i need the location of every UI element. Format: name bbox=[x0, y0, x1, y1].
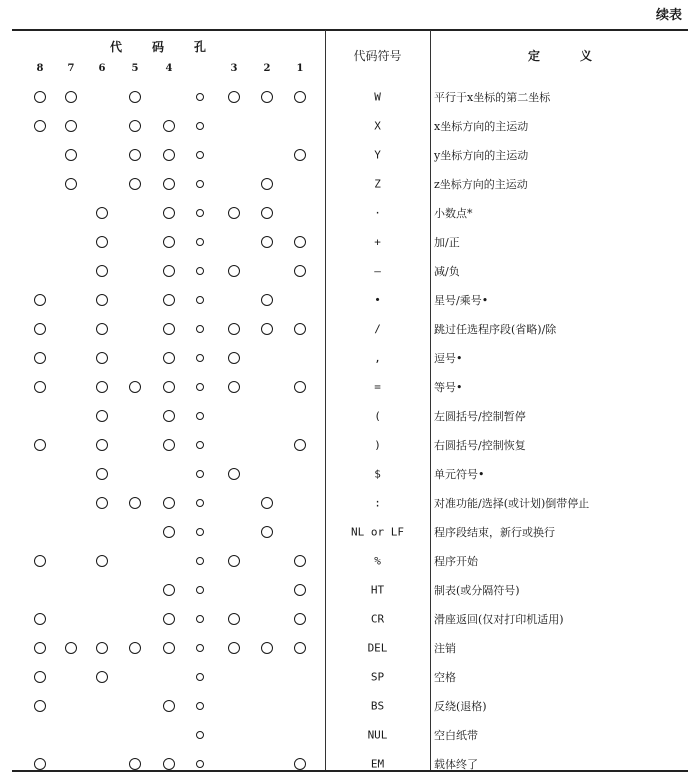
punched-hole bbox=[96, 294, 108, 306]
punched-hole bbox=[294, 584, 306, 596]
table-row bbox=[12, 169, 688, 198]
punched-hole bbox=[129, 149, 141, 161]
punched-hole bbox=[65, 178, 77, 190]
punched-hole bbox=[96, 352, 108, 364]
table-row bbox=[12, 198, 688, 227]
punched-hole bbox=[163, 236, 175, 248]
punched-hole bbox=[34, 555, 46, 567]
table-row bbox=[12, 430, 688, 459]
punched-hole bbox=[34, 120, 46, 132]
punched-hole bbox=[294, 236, 306, 248]
table-row bbox=[12, 227, 688, 256]
punched-hole bbox=[34, 642, 46, 654]
continued-label: 续表 bbox=[655, 8, 682, 23]
punched-hole bbox=[261, 526, 273, 538]
column-number: 1 bbox=[296, 63, 304, 74]
column-number: 4 bbox=[165, 63, 173, 74]
feed-hole bbox=[196, 557, 204, 565]
feed-hole bbox=[196, 644, 204, 652]
feed-hole bbox=[196, 673, 204, 681]
punched-hole bbox=[228, 613, 240, 625]
punched-hole bbox=[163, 613, 175, 625]
punched-hole bbox=[34, 381, 46, 393]
punched-hole bbox=[96, 555, 108, 567]
punched-hole bbox=[261, 642, 273, 654]
code-symbol: , bbox=[374, 351, 381, 364]
feed-hole bbox=[196, 760, 204, 768]
punched-hole bbox=[34, 671, 46, 683]
punched-hole bbox=[96, 671, 108, 683]
feed-hole bbox=[196, 122, 204, 130]
punched-hole bbox=[34, 323, 46, 335]
punched-hole bbox=[163, 642, 175, 654]
definition: 载体终了 bbox=[434, 757, 478, 771]
definition: 加/正 bbox=[434, 235, 460, 249]
punched-hole bbox=[294, 439, 306, 451]
feed-hole bbox=[196, 731, 204, 739]
punched-hole bbox=[261, 323, 273, 335]
punched-hole bbox=[96, 207, 108, 219]
feed-hole bbox=[196, 412, 204, 420]
code-symbol: NUL bbox=[367, 728, 388, 741]
table-row bbox=[12, 633, 688, 662]
header-code-symbol: 代码符号 bbox=[353, 49, 402, 63]
punched-hole bbox=[65, 91, 77, 103]
feed-hole bbox=[196, 151, 204, 159]
table-row bbox=[12, 575, 688, 604]
table-row bbox=[12, 285, 688, 314]
punched-hole bbox=[228, 323, 240, 335]
punched-hole bbox=[294, 642, 306, 654]
definition: 程序段结束，新行或换行 bbox=[434, 525, 555, 539]
punched-hole bbox=[96, 323, 108, 335]
punched-hole bbox=[163, 584, 175, 596]
punched-hole bbox=[129, 178, 141, 190]
punched-hole bbox=[163, 381, 175, 393]
table-row bbox=[12, 459, 688, 488]
punched-hole bbox=[96, 497, 108, 509]
punched-hole bbox=[129, 642, 141, 654]
code-symbol: = bbox=[374, 380, 381, 393]
punched-hole bbox=[34, 294, 46, 306]
definition: y坐标方向的主运动 bbox=[434, 148, 529, 162]
punched-hole bbox=[294, 265, 306, 277]
punched-hole bbox=[163, 352, 175, 364]
column-number: 5 bbox=[131, 63, 139, 74]
punched-hole bbox=[228, 207, 240, 219]
table-row bbox=[12, 82, 688, 111]
punched-hole bbox=[65, 642, 77, 654]
feed-hole bbox=[196, 615, 204, 623]
punched-hole bbox=[129, 758, 141, 770]
feed-hole bbox=[196, 180, 204, 188]
punched-hole bbox=[34, 439, 46, 451]
punched-hole bbox=[294, 149, 306, 161]
table-row bbox=[12, 517, 688, 546]
punched-hole bbox=[34, 758, 46, 770]
code-symbol: EM bbox=[370, 757, 385, 770]
definition: 逗号• bbox=[434, 351, 463, 365]
punched-hole bbox=[129, 381, 141, 393]
definition: 等号• bbox=[434, 380, 463, 394]
punched-hole bbox=[163, 207, 175, 219]
definition: 程序开始 bbox=[434, 554, 478, 568]
feed-hole bbox=[196, 325, 204, 333]
punched-hole bbox=[163, 265, 175, 277]
punched-hole bbox=[96, 236, 108, 248]
punched-hole bbox=[129, 120, 141, 132]
punched-hole bbox=[34, 613, 46, 625]
punched-hole bbox=[261, 91, 273, 103]
code-symbol: CR bbox=[370, 612, 385, 625]
table-row bbox=[12, 314, 688, 343]
punched-hole bbox=[261, 178, 273, 190]
definition: 滑座返回(仅对打印机适用) bbox=[434, 612, 564, 626]
feed-hole bbox=[196, 470, 204, 478]
punched-hole bbox=[96, 265, 108, 277]
definition: 空格 bbox=[434, 670, 456, 684]
punched-hole bbox=[163, 410, 175, 422]
code-symbol: ) bbox=[374, 438, 381, 451]
punched-hole bbox=[294, 323, 306, 335]
column-number: 3 bbox=[230, 63, 238, 74]
code-symbol: HT bbox=[370, 583, 385, 596]
punched-hole bbox=[228, 91, 240, 103]
punched-hole bbox=[228, 352, 240, 364]
punched-hole bbox=[34, 352, 46, 364]
punched-hole bbox=[261, 236, 273, 248]
definition: x坐标方向的主运动 bbox=[434, 119, 529, 133]
feed-hole bbox=[196, 441, 204, 449]
punched-hole bbox=[96, 381, 108, 393]
punched-hole bbox=[294, 381, 306, 393]
punched-hole bbox=[163, 758, 175, 770]
definition: 星号/乘号• bbox=[434, 293, 489, 307]
code-symbol: Z bbox=[374, 177, 381, 190]
punched-hole bbox=[228, 265, 240, 277]
punched-hole bbox=[294, 91, 306, 103]
punched-hole bbox=[163, 323, 175, 335]
punched-hole bbox=[34, 91, 46, 103]
code-symbol: — bbox=[374, 264, 381, 277]
feed-hole bbox=[196, 93, 204, 101]
punched-hole bbox=[294, 613, 306, 625]
definition: 跳过任选程序段(省略)/除 bbox=[434, 322, 557, 336]
definition: 左圆括号/控制暂停 bbox=[434, 409, 526, 423]
table-row bbox=[12, 604, 688, 633]
feed-hole bbox=[196, 383, 204, 391]
code-symbol: BS bbox=[370, 699, 385, 712]
punched-hole bbox=[65, 120, 77, 132]
code-symbol: NL or LF bbox=[351, 525, 404, 538]
punched-hole bbox=[96, 642, 108, 654]
definition: 平行于x坐标的第二坐标 bbox=[434, 90, 551, 104]
punched-hole bbox=[163, 149, 175, 161]
code-symbol: DEL bbox=[367, 641, 388, 654]
table-row bbox=[12, 343, 688, 372]
code-symbol: + bbox=[374, 235, 381, 248]
column-number: 7 bbox=[67, 63, 75, 74]
table-row bbox=[12, 720, 688, 749]
code-symbol: SP bbox=[370, 670, 385, 683]
punched-hole bbox=[261, 294, 273, 306]
punched-hole bbox=[163, 120, 175, 132]
code-symbol: : bbox=[374, 496, 381, 509]
column-number: 8 bbox=[36, 63, 44, 74]
table-row bbox=[12, 546, 688, 575]
header-definition: 定义 bbox=[527, 49, 632, 63]
punched-hole bbox=[96, 439, 108, 451]
punched-hole bbox=[163, 700, 175, 712]
definition: 右圆括号/控制恢复 bbox=[434, 438, 526, 452]
punched-hole bbox=[294, 758, 306, 770]
column-number: 6 bbox=[98, 63, 106, 74]
definition: 单元符号• bbox=[434, 467, 485, 481]
definition: 反绕(退格) bbox=[434, 699, 487, 713]
punched-hole bbox=[261, 207, 273, 219]
definition: 注销 bbox=[434, 641, 456, 655]
top-rule bbox=[12, 29, 688, 31]
header-code-holes: 代码孔 bbox=[110, 40, 237, 54]
code-symbol: $ bbox=[374, 467, 381, 480]
punched-hole bbox=[65, 149, 77, 161]
code-symbol: X bbox=[374, 119, 381, 132]
feed-hole bbox=[196, 354, 204, 362]
table-row bbox=[12, 256, 688, 285]
code-symbol: ( bbox=[374, 409, 381, 422]
definition: 减/负 bbox=[434, 264, 460, 278]
feed-hole bbox=[196, 499, 204, 507]
code-symbol: % bbox=[374, 554, 381, 567]
punched-hole bbox=[228, 381, 240, 393]
table-row bbox=[12, 140, 688, 169]
punched-hole bbox=[34, 700, 46, 712]
punched-hole bbox=[163, 178, 175, 190]
feed-hole bbox=[196, 528, 204, 536]
punched-hole bbox=[163, 294, 175, 306]
table-row bbox=[12, 111, 688, 140]
punched-hole bbox=[96, 468, 108, 480]
code-symbol: Y bbox=[374, 148, 381, 161]
code-symbol: W bbox=[374, 90, 381, 103]
feed-hole bbox=[196, 267, 204, 275]
table-row bbox=[12, 488, 688, 517]
punched-hole bbox=[129, 91, 141, 103]
punched-hole bbox=[228, 642, 240, 654]
definition: z坐标方向的主运动 bbox=[434, 177, 528, 191]
punched-hole bbox=[163, 526, 175, 538]
punched-hole bbox=[163, 439, 175, 451]
punched-hole bbox=[261, 497, 273, 509]
feed-hole bbox=[196, 209, 204, 217]
table-row bbox=[12, 372, 688, 401]
feed-hole bbox=[196, 296, 204, 304]
table-row bbox=[12, 691, 688, 720]
punched-hole bbox=[129, 497, 141, 509]
punched-hole bbox=[228, 468, 240, 480]
code-symbol: · bbox=[374, 206, 381, 219]
feed-hole bbox=[196, 586, 204, 594]
code-symbol: / bbox=[374, 322, 381, 335]
punched-hole bbox=[228, 555, 240, 567]
code-symbol: • bbox=[374, 293, 381, 306]
punched-hole bbox=[96, 410, 108, 422]
definition: 空白纸带 bbox=[434, 728, 478, 742]
definition: 小数点* bbox=[434, 206, 473, 220]
definition: 制表(或分隔符号) bbox=[434, 583, 520, 597]
table-row bbox=[12, 662, 688, 691]
punched-hole bbox=[294, 555, 306, 567]
column-number: 2 bbox=[263, 63, 271, 74]
punched-hole bbox=[163, 497, 175, 509]
definition: 对准功能/选择(或计划)倒带停止 bbox=[434, 496, 590, 510]
feed-hole bbox=[196, 238, 204, 246]
feed-hole bbox=[196, 702, 204, 710]
table-row bbox=[12, 401, 688, 430]
